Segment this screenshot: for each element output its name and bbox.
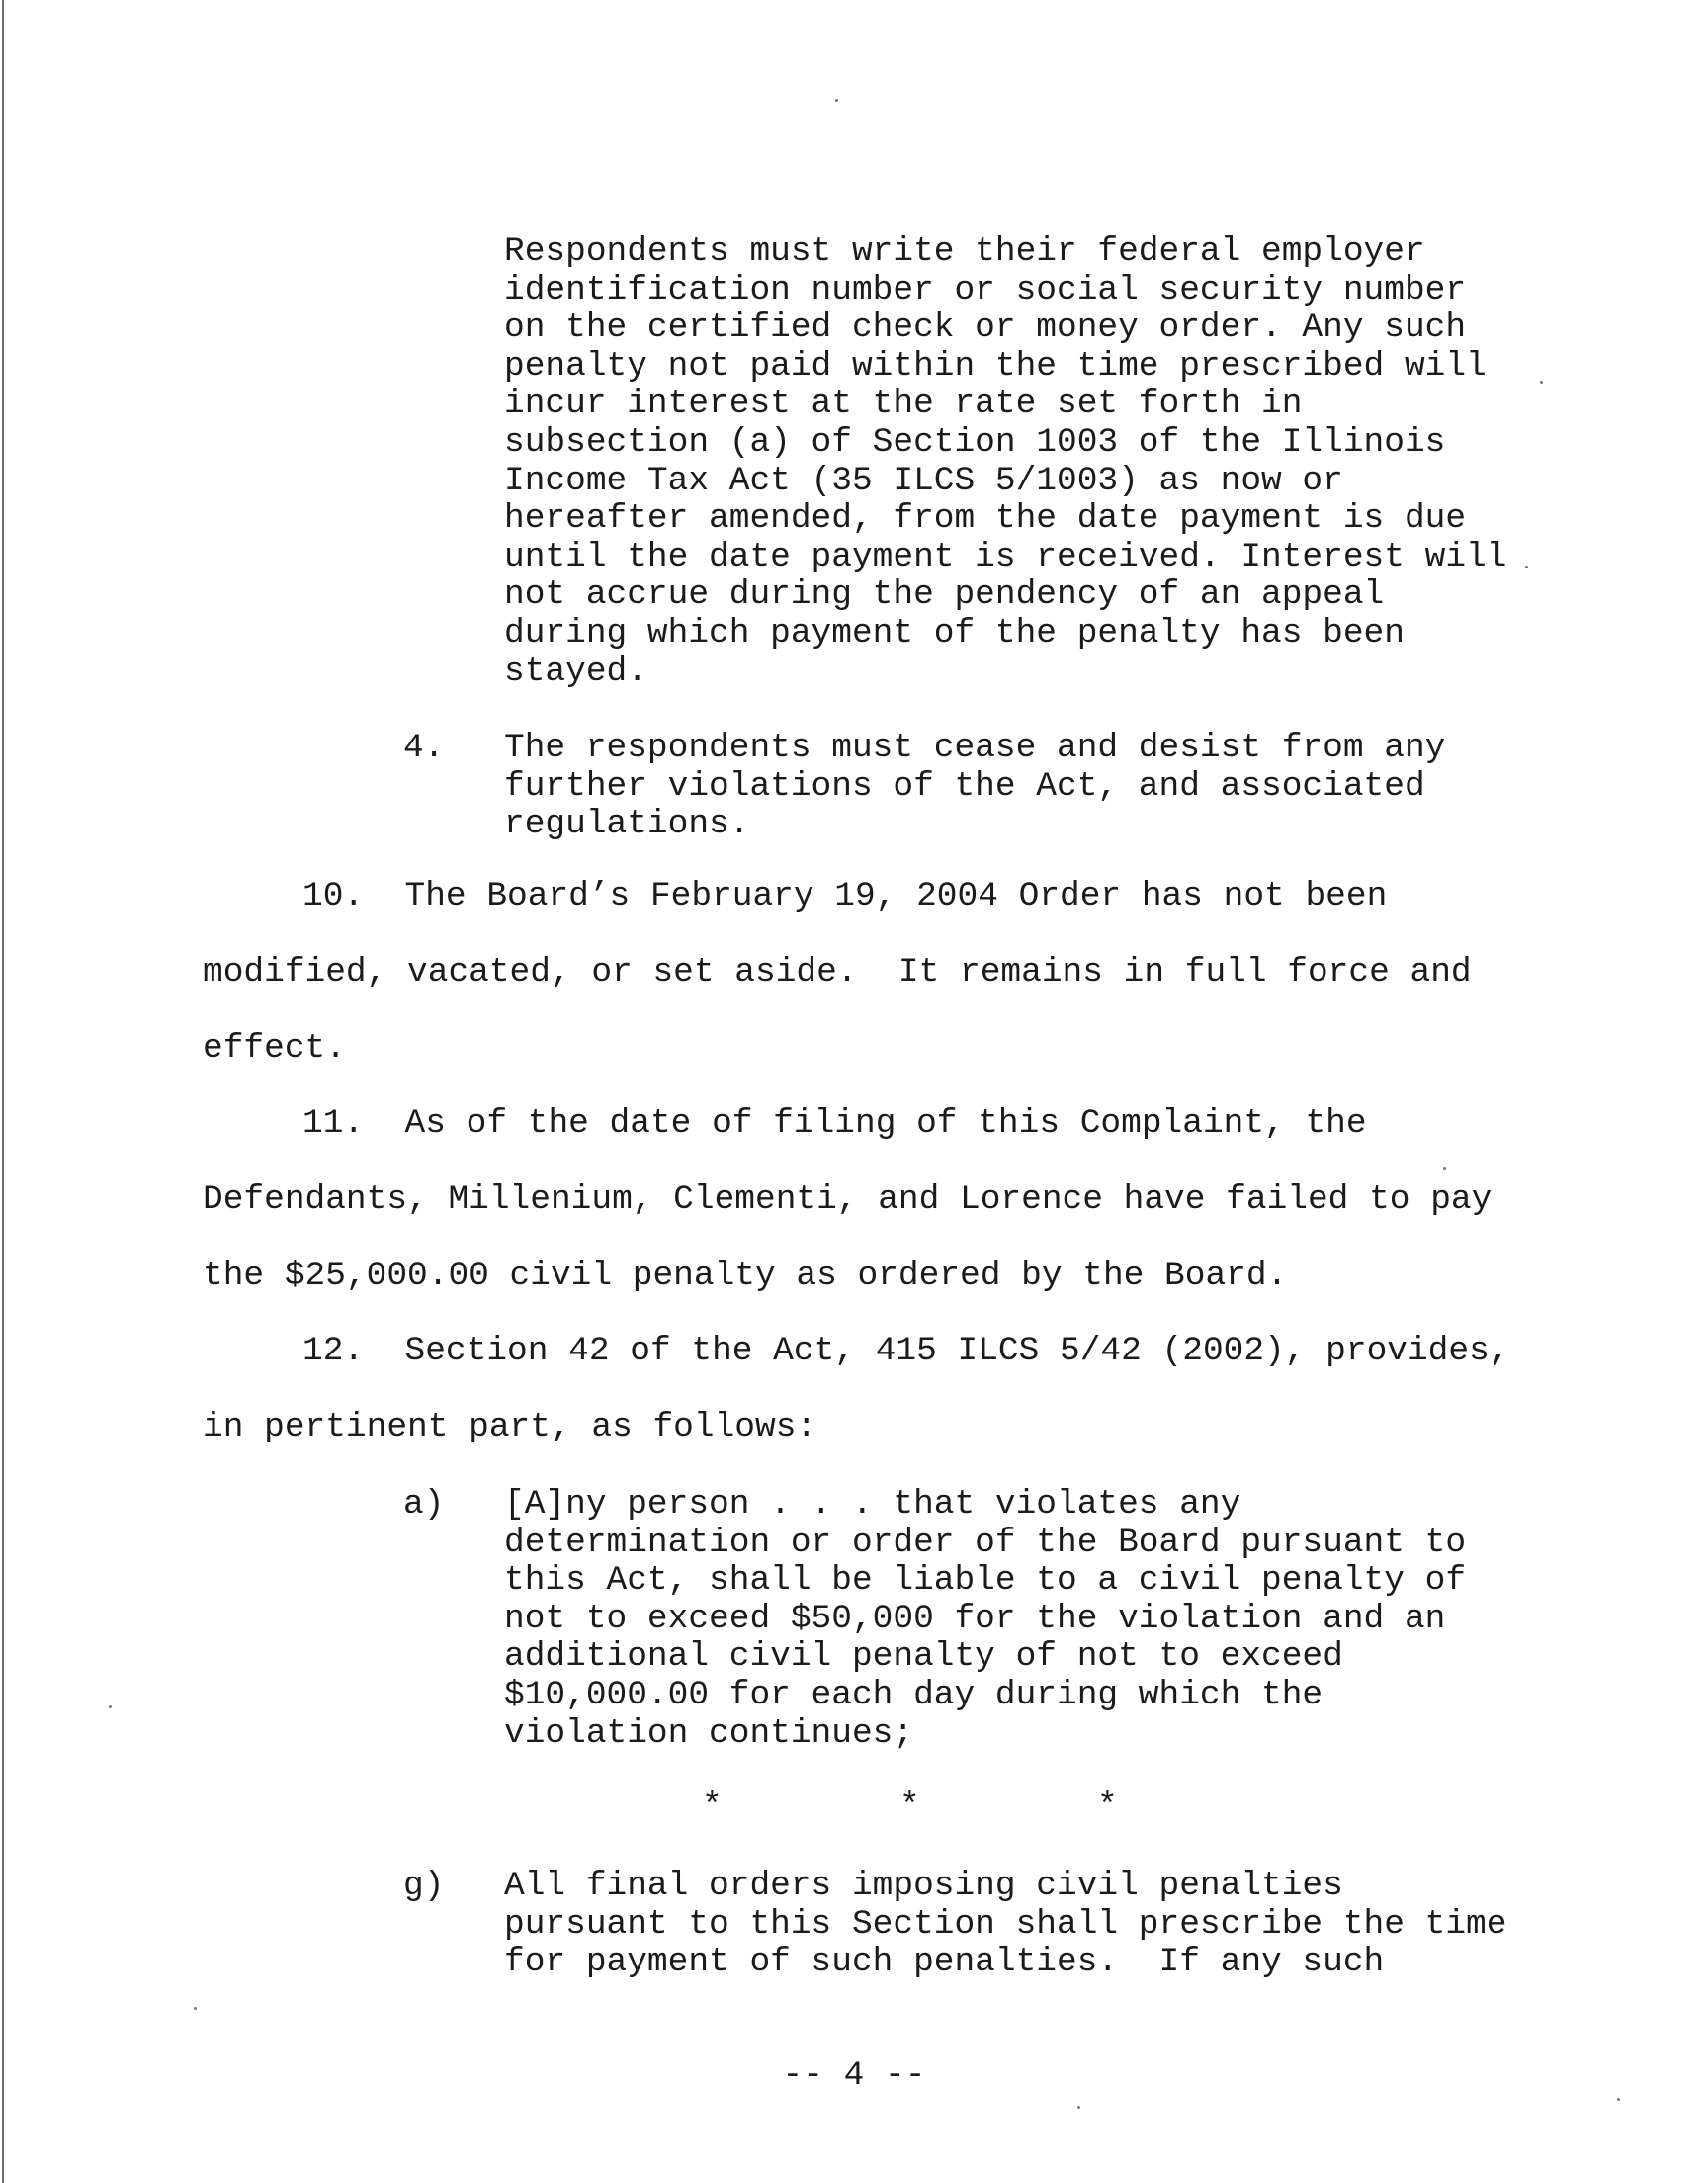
item4-text: The respondents must cease and desist from any further violations of the Act, and associated regulations. bbox=[504, 729, 1446, 844]
paragraph-10-line-1: 10. The Board’s February 19, 2004 Order has not been bbox=[302, 877, 1388, 916]
ellipsis-asterisk: * bbox=[702, 1788, 723, 1826]
scan-speck bbox=[194, 2007, 197, 2010]
subsection-g-text: All final orders imposing civil penalties pursuant to this Section shall prescribe the time for payment of such penalties. If any such bbox=[504, 1867, 1507, 1982]
scan-speck bbox=[1443, 1167, 1446, 1170]
page-edge-line bbox=[2, 0, 4, 2183]
paragraph-12-line-2: in pertinent part, as follows: bbox=[203, 1408, 817, 1446]
paragraph-11-line-1: 11. As of the date of filing of this Complaint, the bbox=[302, 1104, 1367, 1143]
subsection-a-label: a) bbox=[403, 1485, 445, 1524]
subsection-g-label: g) bbox=[403, 1867, 445, 1905]
scan-speck bbox=[1617, 2098, 1620, 2101]
paragraph-10-line-3: effect. bbox=[203, 1029, 346, 1068]
paragraph-10-line-2: modified, vacated, or set aside. It remains in full force and bbox=[203, 953, 1472, 992]
paragraph-11-line-2: Defendants, Millenium, Clementi, and Lorence have failed to pay bbox=[203, 1180, 1493, 1219]
scan-speck bbox=[1077, 2106, 1080, 2109]
scan-speck bbox=[835, 99, 838, 102]
scan-speck bbox=[109, 1705, 112, 1708]
item3-continuation-text: Respondents must write their federal employer identification number or social security number on the certified check or money order. Any such penalty not paid within the time prescribed will incur interest at the rate set forth in subsection (a) of Section 1003 of the Illinois Income Tax Act (35 ILCS 5/1003) as now or hereafter amended, from the date payment is due until the date payment is received. Interest will not accrue during the pendency of an appeal during which payment of the penalty has been stayed. bbox=[504, 232, 1507, 691]
page-number: -- 4 -- bbox=[782, 2056, 926, 2095]
item4-number: 4. bbox=[403, 729, 445, 767]
ellipsis-asterisk: * bbox=[899, 1788, 920, 1826]
paragraph-12-line-1: 12. Section 42 of the Act, 415 ILCS 5/42 (2002), provides, bbox=[302, 1332, 1510, 1370]
scan-speck bbox=[1540, 381, 1543, 384]
subsection-a-text: [A]ny person . . . that violates any determination or order of the Board pursuant to this Act, shall be liable to a civil penalty of not to exceed $50,000 for the violation and an additional civil penalty of not to exceed $10,000.00 for each day during which the violation continues; bbox=[504, 1485, 1467, 1753]
paragraph-11-line-3: the $25,000.00 civil penalty as ordered by the Board. bbox=[203, 1257, 1288, 1295]
scan-speck bbox=[1525, 566, 1528, 568]
ellipsis-asterisk: * bbox=[1097, 1788, 1118, 1826]
